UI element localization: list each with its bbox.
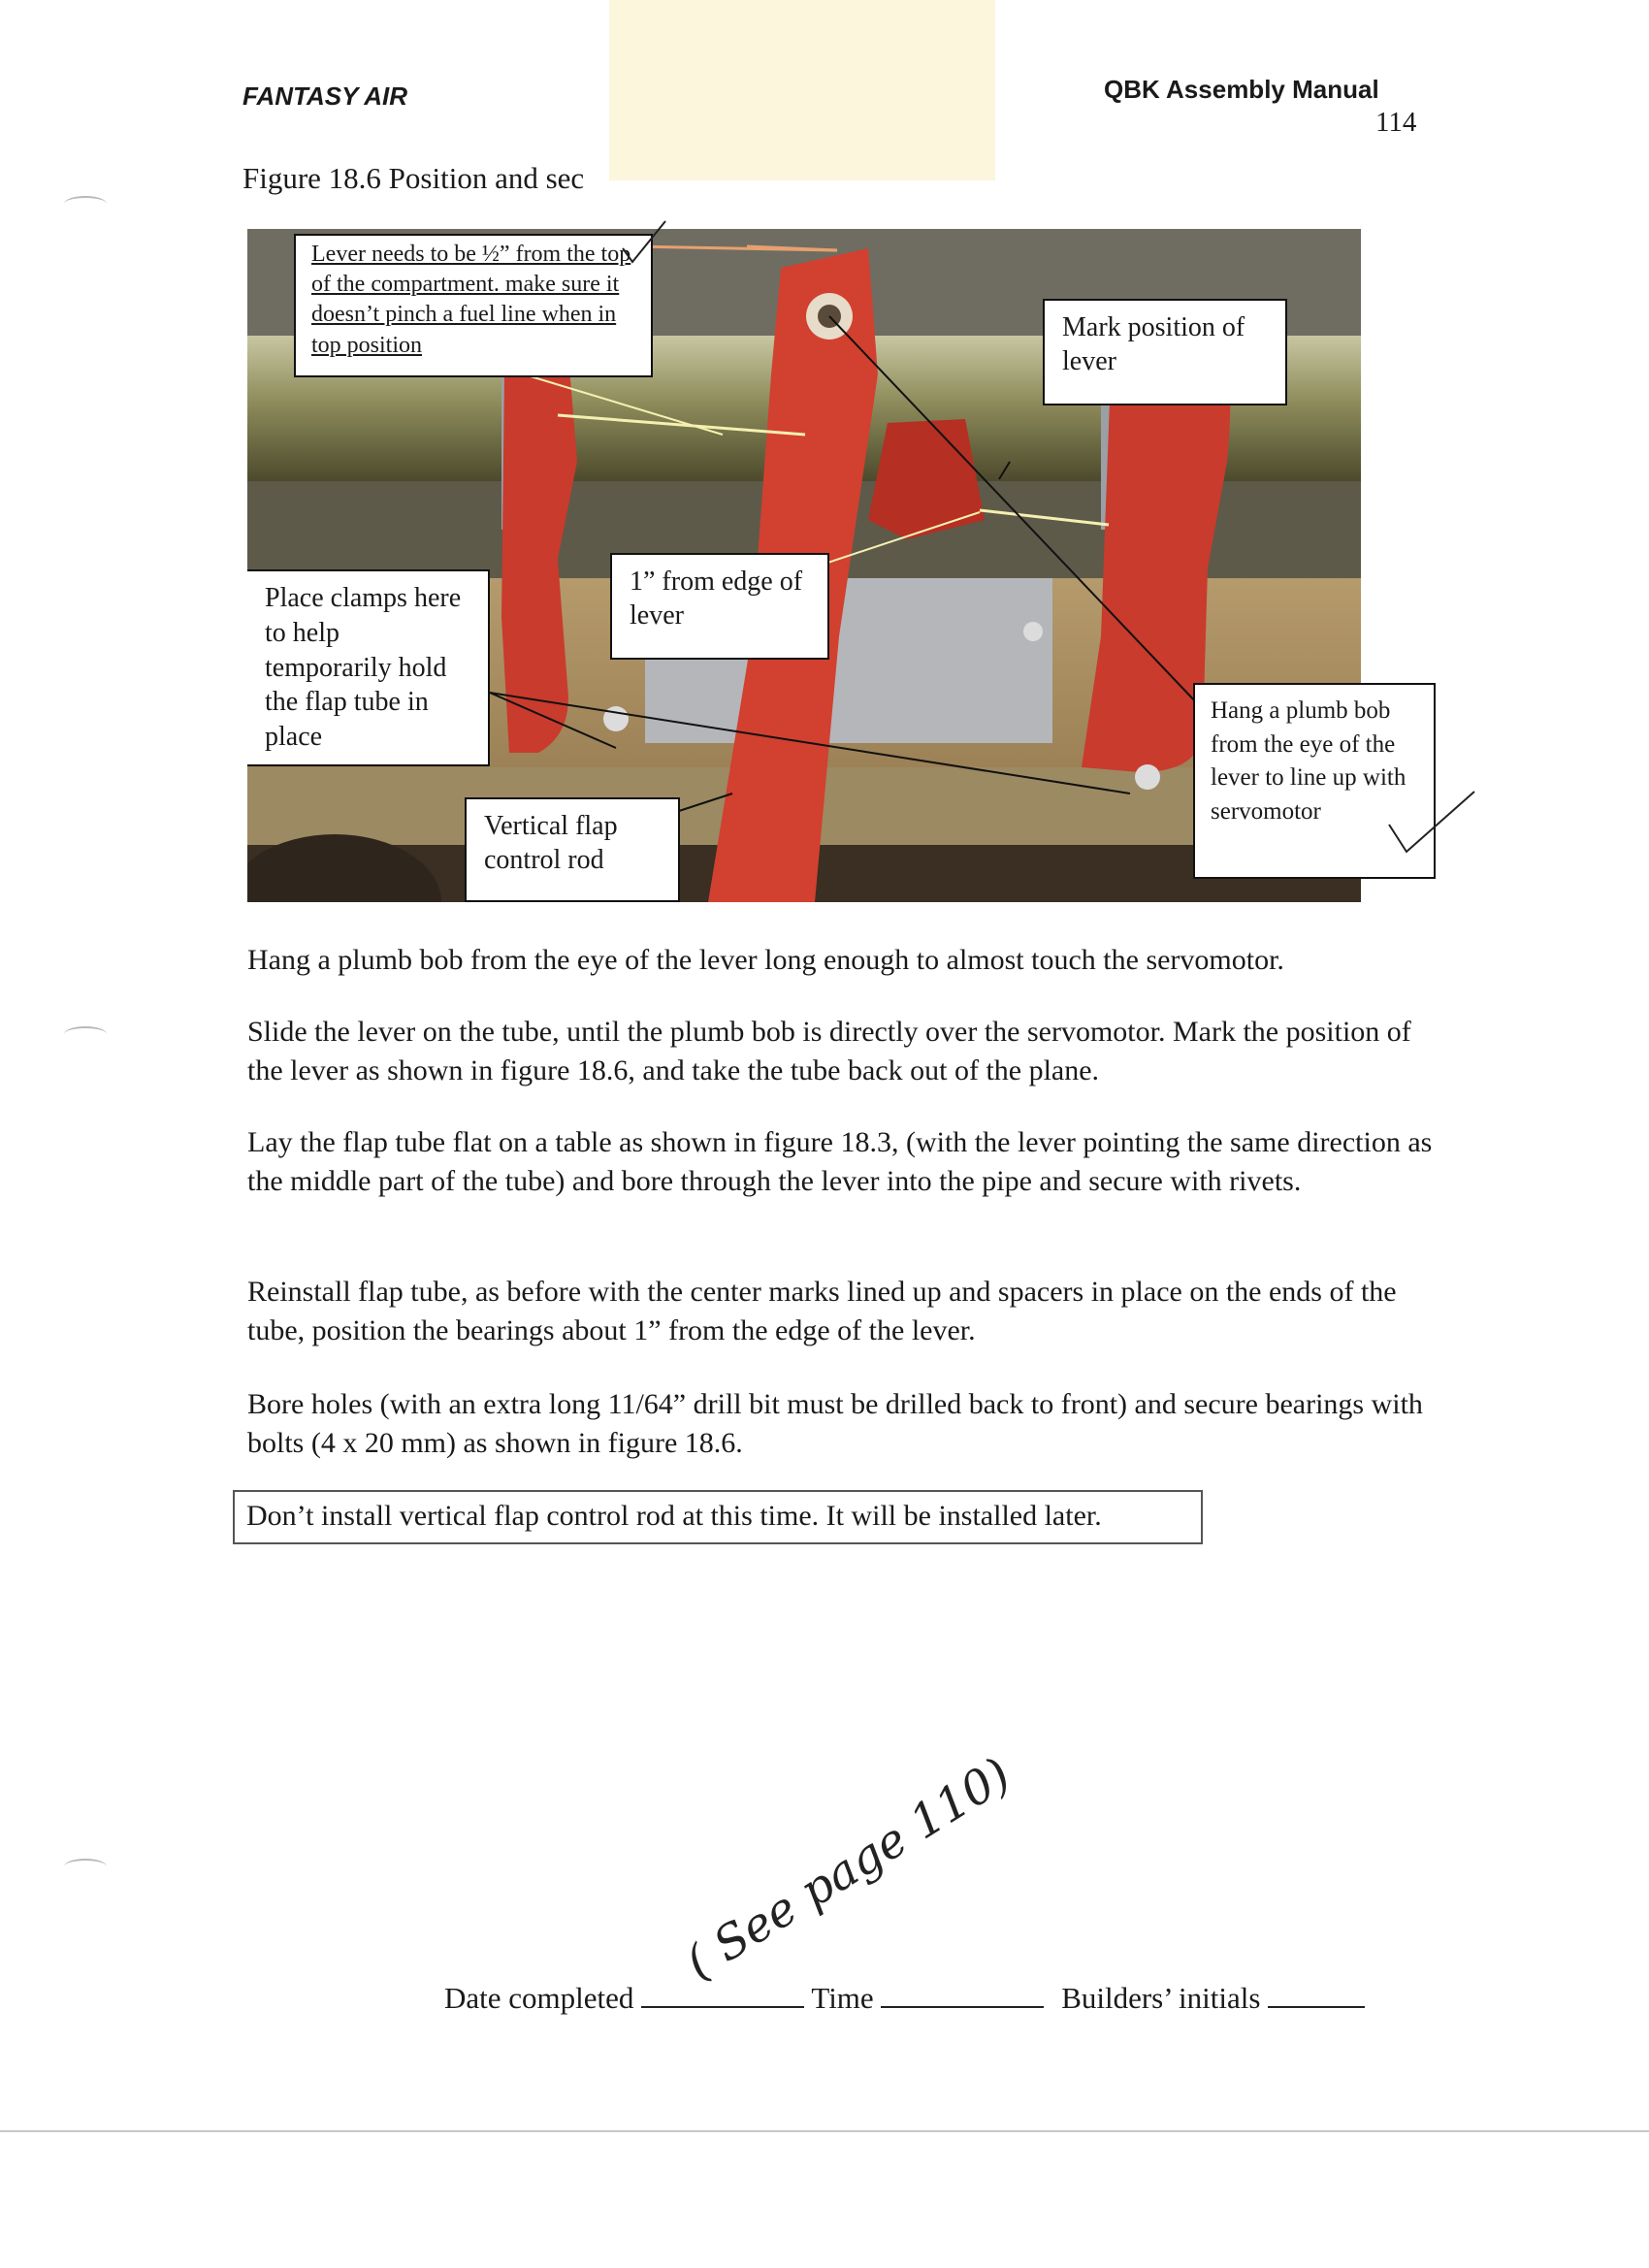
paragraph: Reinstall flap tube, as before with the center marks lined up and spacers in place on the ends of the tube, position the bearings about 1” from the edge of the lever. — [247, 1276, 1397, 1346]
paragraph: Bore holes (with an extra long 11/64” drill bit must be drilled back to front) and secure bearings with bolts (4 x 20 mm) as shown in figure 18.6. — [247, 1388, 1423, 1459]
callout-mark-position: Mark position of lever — [1043, 299, 1287, 405]
sticky-note — [609, 0, 995, 180]
header-brand: FANTASY AIR — [242, 81, 407, 111]
checkmark-icon — [1385, 786, 1478, 861]
paragraph: Lay the flap tube flat on a table as shown in figure 18.3, (with the lever pointing the same direction as the middle part of the tube) and bore through the lever into the pipe and secure with rivets. — [247, 1126, 1433, 1197]
callout-clamps: Place clamps here to help temporarily hold the flap tube in place — [247, 569, 490, 766]
paragraph: Hang a plumb bob from the eye of the lever long enough to almost touch the servomotor. — [247, 944, 1284, 976]
scan-edge-line — [0, 2130, 1649, 2132]
header-manual-title: QBK Assembly Manual — [1104, 75, 1379, 104]
binder-hole — [64, 1859, 107, 1874]
builders-initials-label: Builders’ initials — [1061, 1981, 1261, 2015]
notice-box: Don’t install vertical flap control rod at this time. It will be installed later. — [233, 1490, 1203, 1544]
callout-lever: Lever needs to be ½” from the top of the compartment. make sure it doesn’t pinch a fuel line when in top position — [294, 234, 653, 377]
builders-initials-field[interactable] — [1268, 1979, 1365, 2008]
binder-hole — [64, 196, 107, 211]
handwritten-note: ( See page 110) — [676, 1747, 1020, 1991]
date-completed-field[interactable] — [641, 1979, 804, 2008]
figure-title: Figure 18.6 Position and sec — [242, 161, 585, 195]
callout-control-rod: Vertical flap control rod — [465, 797, 680, 902]
date-completed-label: Date completed — [444, 1981, 634, 2015]
completion-footer — [444, 1979, 1365, 2016]
paragraph: Slide the lever on the tube, until the plumb bob is directly over the servomotor. Mark the position of the lever as shown in figure 18.6, and take the tube back out of the plane. — [247, 1016, 1411, 1086]
time-label: Time — [811, 1981, 874, 2015]
page-number: 114 — [1375, 107, 1417, 138]
time-field[interactable] — [881, 1979, 1044, 2008]
binder-hole — [64, 1026, 107, 1042]
checkmark-icon — [621, 219, 669, 277]
callout-edge: 1” from edge of lever — [610, 553, 829, 660]
callout-plumb-bob: Hang a plumb bob from the eye of the lever to line up with servomotor — [1193, 683, 1436, 879]
